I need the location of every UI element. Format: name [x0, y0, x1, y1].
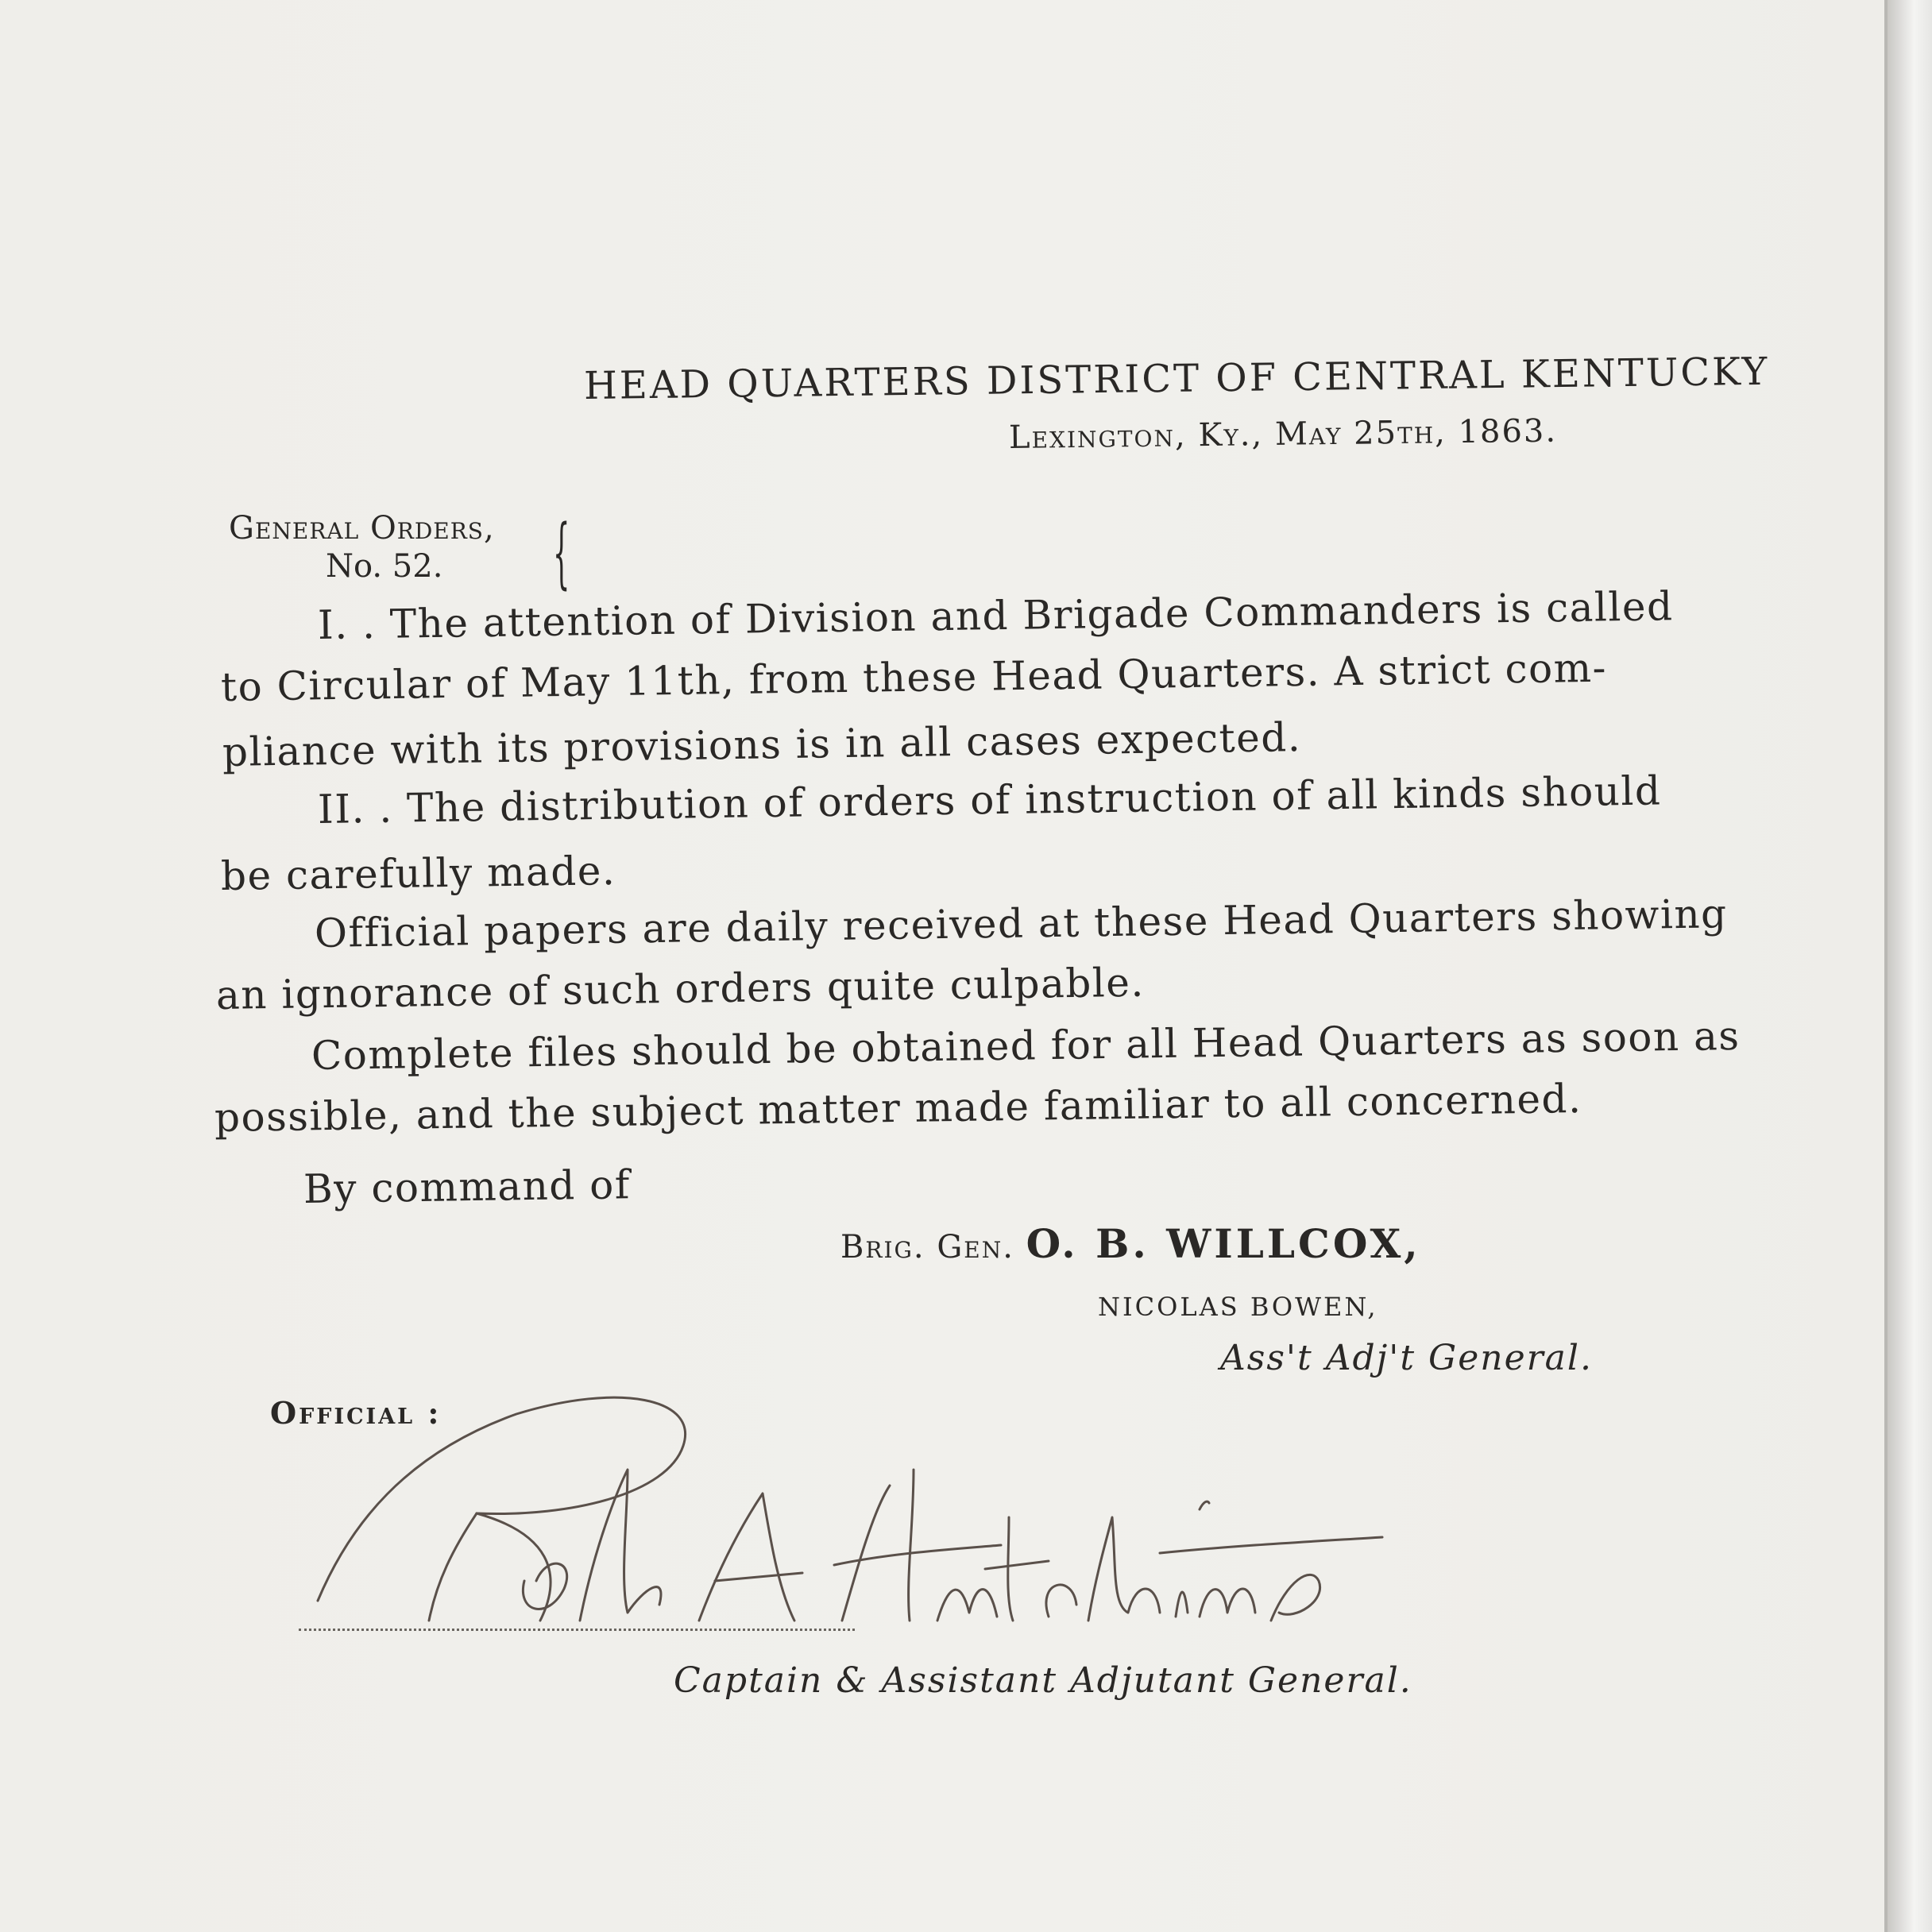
orders-brace-icon: {: [553, 508, 570, 597]
handwritten-signature: [286, 1382, 1398, 1652]
body-line: pliance with its provisions is in all cases expected.: [222, 714, 1302, 775]
body-line: Complete files should be obtained for all Head Quarters as soon as: [311, 1012, 1741, 1079]
official-label: Official :: [270, 1395, 442, 1431]
header-location-date: Lexington, Ky., May 25th, 1863.: [1008, 412, 1558, 456]
commander-signature-line: [840, 1220, 1421, 1267]
body-line: II. . The distribution of orders of instruction of all kinds should: [317, 767, 1662, 833]
by-command-line: By command of: [303, 1161, 632, 1212]
general-orders-number: No. 52.: [326, 548, 443, 585]
commander-rank: Brig. Gen.: [840, 1229, 1014, 1265]
commander-name: O. B. WILLCOX,: [1026, 1220, 1421, 1267]
adjutant-title: Ass't Adj't General.: [1220, 1338, 1593, 1378]
body-line: I. . The attention of Division and Brigade Commanders is called: [317, 583, 1674, 648]
body-line: an ignorance of such orders quite culpable.: [215, 959, 1146, 1018]
body-line: Official papers are daily received at these Head Quarters showing: [314, 891, 1728, 956]
frame-edge: [1888, 0, 1932, 1932]
general-orders-label: General Orders,: [229, 510, 495, 547]
body-line: be carefully made.: [220, 848, 616, 899]
body-line: possible, and the subject matter made familiar to all concerned.: [214, 1075, 1582, 1141]
header-title: HEAD QUARTERS DISTRICT OF CENTRAL KENTUCKY: [583, 349, 1770, 408]
adjutant-name: NICOLAS BOWEN,: [1098, 1292, 1378, 1322]
signature-dotted-line: [299, 1629, 855, 1631]
body-line: to Circular of May 11th, from these Head Quarters. A strict com-: [220, 644, 1608, 710]
captain-title: Captain & Assistant Adjutant General.: [674, 1660, 1412, 1701]
